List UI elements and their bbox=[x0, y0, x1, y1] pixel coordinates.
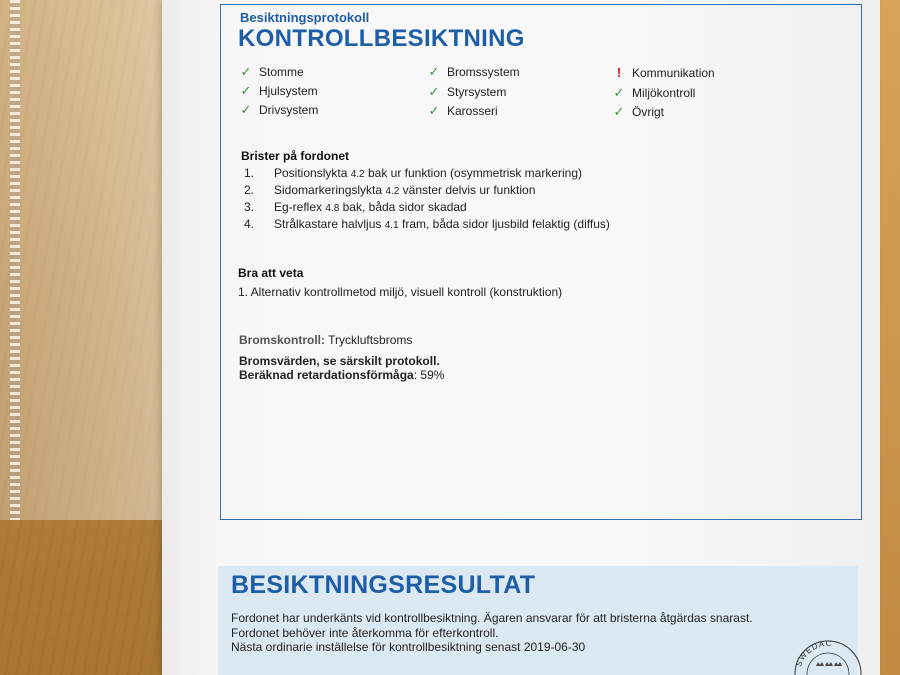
brake-values-note: Bromsvärden, se särskilt protokoll. bbox=[239, 354, 440, 368]
system-label: Övrigt bbox=[632, 105, 665, 119]
check-icon: ✓ bbox=[613, 85, 625, 100]
plastic-sleeve bbox=[0, 0, 179, 520]
system-label: Drivsystem bbox=[259, 103, 319, 117]
system-item-hjulsystem bbox=[238, 83, 318, 99]
defect-item: 3. Eg-reflex 4.8 bak, båda sidor skadad bbox=[244, 200, 467, 214]
document-subtitle: Besiktningsprotokoll bbox=[240, 10, 370, 25]
result-line: Fordonet har underkänts vid kontrollbesiktning. Ägaren ansvarar för att bristerna åtgärdas snarast. bbox=[231, 611, 753, 625]
system-item-kommunikation bbox=[611, 65, 715, 80]
result-line: Fordonet behöver inte återkomma för efterkontroll. bbox=[231, 626, 499, 640]
system-label: Stomme bbox=[259, 65, 304, 79]
defects-list bbox=[244, 166, 610, 234]
defect-item: 1. Positionslykta 4.2 bak ur funktion (osymmetrisk markering) bbox=[244, 166, 583, 180]
system-label: Kommunikation bbox=[632, 65, 715, 80]
brake-check: Bromskontroll: Tryckluftsbroms bbox=[239, 333, 413, 347]
defects-heading: Brister på fordonet bbox=[241, 149, 350, 163]
good-to-know-heading: Bra att veta bbox=[238, 266, 304, 280]
document-title: KONTROLLBESIKTNING bbox=[238, 25, 525, 52]
defect-item: 2. Sidomarkeringslykta 4.2 vänster delvis ur funktion bbox=[244, 183, 536, 197]
swedac-seal-icon bbox=[792, 628, 862, 675]
system-item-ovrigt bbox=[611, 104, 664, 120]
system-item-styrsystem bbox=[426, 84, 506, 100]
result-title: BESIKTNINGSRESULTAT bbox=[231, 571, 536, 599]
system-item-bromssystem bbox=[426, 64, 520, 80]
check-icon: ✓ bbox=[613, 104, 625, 119]
check-icon: ✓ bbox=[240, 102, 252, 117]
system-label: Styrsystem bbox=[447, 85, 507, 99]
system-label: Karosseri bbox=[447, 104, 498, 118]
system-item-miljokontroll bbox=[611, 85, 695, 101]
retardation-line: Beräknad retardationsförmåga: 59% bbox=[239, 368, 445, 382]
check-icon: ✓ bbox=[428, 64, 440, 79]
inspection-frame bbox=[220, 4, 862, 520]
check-icon: ✓ bbox=[240, 64, 252, 79]
exclamation-icon: ! bbox=[616, 65, 622, 80]
system-item-drivsystem bbox=[238, 102, 318, 118]
check-icon: ✓ bbox=[428, 84, 440, 99]
system-label: Miljökontroll bbox=[632, 86, 696, 100]
good-to-know-item: 1. Alternativ kontrollmetod miljö, visuell kontroll (konstruktion) bbox=[238, 285, 563, 299]
system-label: Bromssystem bbox=[447, 65, 520, 79]
system-label: Hjulsystem bbox=[259, 84, 318, 98]
check-icon: ✓ bbox=[428, 103, 440, 118]
sleeve-perforation bbox=[10, 0, 20, 520]
desk-surface bbox=[878, 0, 900, 675]
system-item-stomme bbox=[238, 64, 304, 80]
check-icon: ✓ bbox=[240, 83, 252, 98]
defect-item: 4. Strålkastare halvljus 4.1 fram, båda sidor ljusbild felaktig (diffus) bbox=[244, 217, 610, 231]
system-item-karosseri bbox=[426, 103, 498, 119]
result-line: Nästa ordinarie inställelse för kontrollbesiktning senast 2019-06-30 bbox=[231, 640, 586, 654]
svg-text:SWEDAC: SWEDAC bbox=[794, 638, 833, 668]
